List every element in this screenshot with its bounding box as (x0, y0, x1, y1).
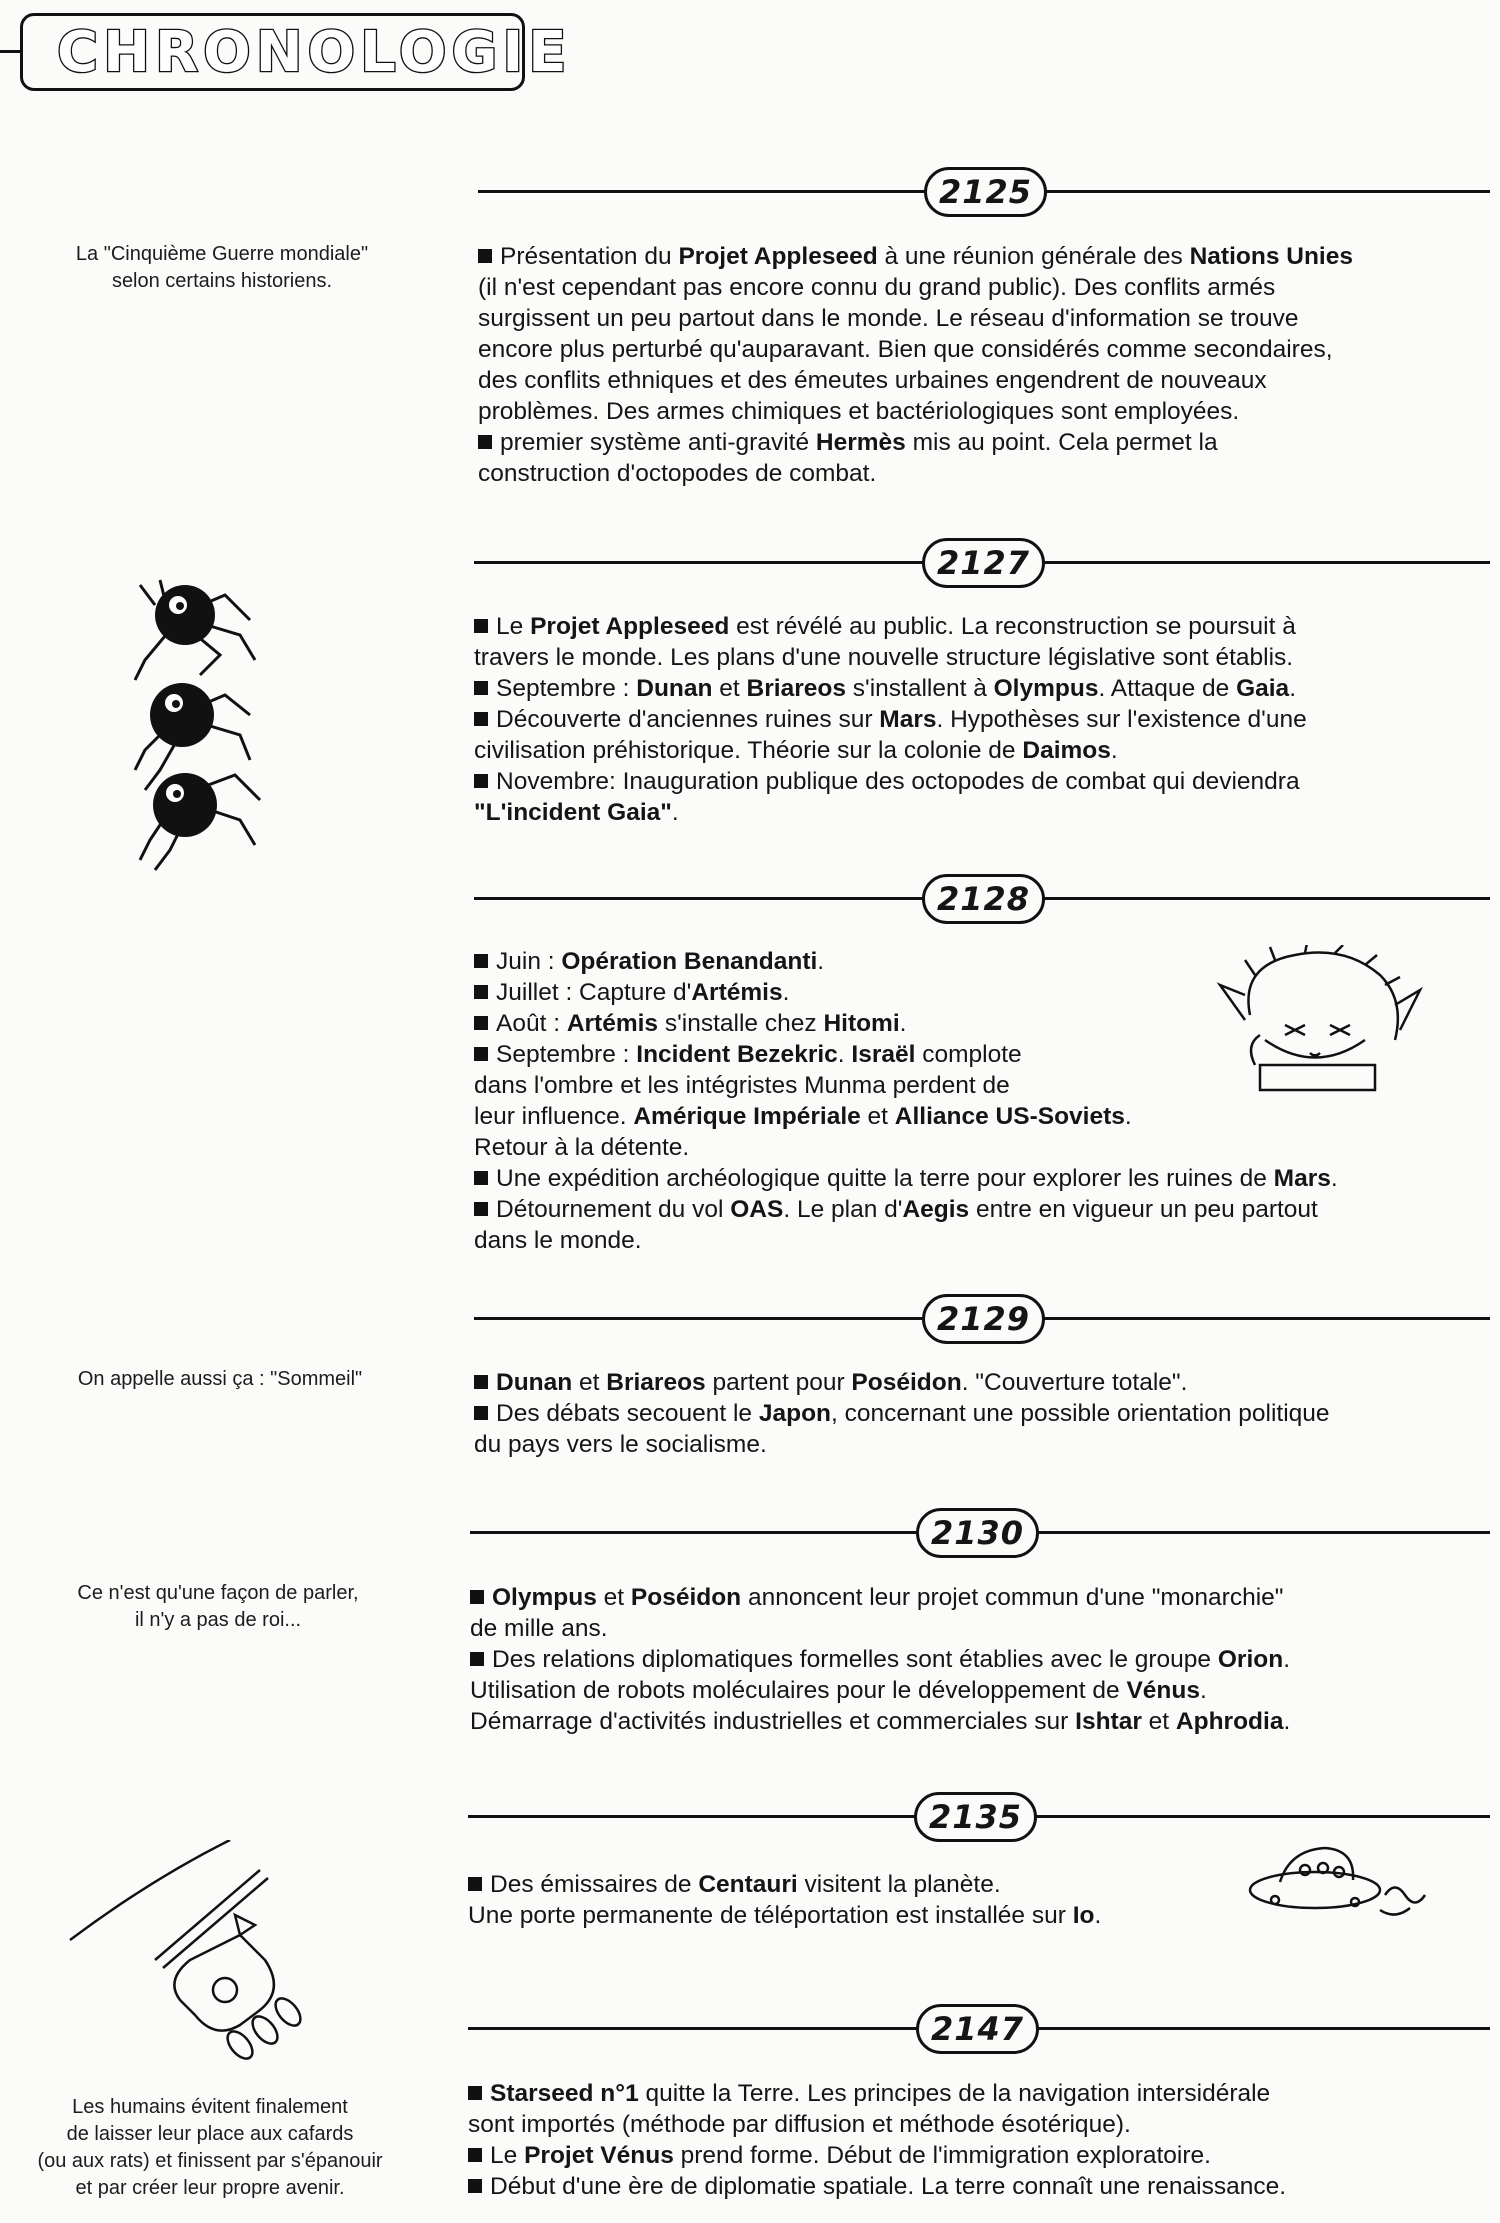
highlighted-term: "L'incident Gaia" (474, 799, 672, 826)
event-text-segment: problèmes. Des armes chimiques et bactériologiques sont employées. (478, 398, 1240, 425)
event-line (468, 2078, 1286, 2109)
bullet-square-icon (474, 985, 488, 999)
bullet-square-icon (468, 1877, 482, 1891)
highlighted-term: Hermès (815, 429, 906, 456)
event-text-segment: . (1330, 1165, 1338, 1192)
highlighted-term: Gaia (1236, 675, 1290, 702)
event-text-segment: s'installent à (845, 675, 994, 702)
highlighted-term: Opération Benandanti (561, 948, 818, 975)
event-text-segment: annoncent leur projet commun d'une "monarchie" (741, 1584, 1284, 1611)
year-badge: 2129 (922, 1294, 1045, 1344)
event-text-segment: . (837, 1041, 852, 1068)
event-text-segment: partent pour (705, 1369, 852, 1396)
event-text (468, 2078, 1286, 2202)
event-line (468, 1869, 1101, 1900)
event-text-segment: et (572, 1369, 607, 1396)
year-badge: 2127 (922, 538, 1045, 588)
bullet-square-icon (470, 1652, 484, 1666)
event-line (470, 1613, 1290, 1644)
event-line (474, 611, 1307, 642)
event-text-segment: Des débats secouent le (496, 1400, 759, 1427)
event-text-segment: Novembre: Inauguration publique des octopodes de combat qui deviendra (496, 768, 1300, 795)
highlighted-term: Poséidon (630, 1584, 742, 1611)
event-text-segment: Début d'une ère de diplomatie spatiale. La terre connaît une renaissance. (490, 2173, 1286, 2200)
event-line (474, 642, 1307, 673)
side-note: On appelle aussi ça : "Sommeil" (77, 1368, 363, 1390)
event-text-segment: premier système anti-gravité (500, 429, 816, 456)
event-line (474, 1367, 1330, 1398)
event-line (474, 1132, 1338, 1163)
event-line (470, 1582, 1290, 1613)
event-text-segment: Des émissaires de (490, 1871, 699, 1898)
event-text (468, 1869, 1101, 1931)
bullet-square-icon (474, 1171, 488, 1185)
event-text-segment: civilisation préhistorique. Théorie sur la colonie de (474, 737, 1023, 764)
title-rule (0, 50, 22, 53)
event-text-segment: Détournement du vol (496, 1196, 731, 1223)
event-text-segment: Juillet : Capture d' (496, 979, 692, 1006)
highlighted-term: Projet Vénus (524, 2142, 674, 2169)
highlighted-term: Artémis (566, 1010, 659, 1037)
event-line (478, 334, 1353, 365)
ufo-illustration (1245, 1840, 1435, 1940)
event-text-segment: visitent la planète. (797, 1871, 1001, 1898)
highlighted-term: Projet Appleseed (530, 613, 730, 640)
highlighted-term: Mars (879, 706, 937, 733)
event-line (474, 1398, 1330, 1429)
event-text-segment: et (1141, 1708, 1176, 1735)
bullet-square-icon (474, 1202, 488, 1216)
event-text-segment: Août : (496, 1010, 567, 1037)
event-line (474, 977, 1338, 1008)
highlighted-term: Japon (758, 1400, 832, 1427)
event-line (474, 1194, 1338, 1225)
highlighted-term: Briareos (746, 675, 846, 702)
bullet-square-icon (474, 1016, 488, 1030)
event-line (474, 1070, 1338, 1101)
highlighted-term: OAS (730, 1196, 784, 1223)
event-line (478, 241, 1353, 272)
highlighted-term: Aegis (902, 1196, 970, 1223)
event-line (474, 735, 1307, 766)
bullet-square-icon (474, 954, 488, 968)
event-text-segment: . (1283, 1708, 1291, 1735)
event-line (468, 2109, 1286, 2140)
event-text-segment: Retour à la détente. (474, 1134, 690, 1161)
year-badge: 2135 (914, 1792, 1037, 1842)
event-text-segment: complote (915, 1041, 1022, 1068)
highlighted-term: Centauri (698, 1871, 798, 1898)
event-text-segment: . (671, 799, 679, 826)
highlighted-term: Israël (851, 1041, 916, 1068)
year-badge: 2147 (916, 2004, 1039, 2054)
side-note: Les humains évitent finalement de laisser leur place aux cafards (ou aux rats) et finissent par s'épanouir et par créer leur propre avenir. (37, 2096, 383, 2199)
bullet-square-icon (468, 2086, 482, 2100)
bullet-square-icon (474, 1406, 488, 1420)
event-text-segment: Découverte d'anciennes ruines sur (496, 706, 880, 733)
event-text (474, 611, 1307, 828)
year-badge: 2128 (922, 874, 1045, 924)
highlighted-term: Briareos (606, 1369, 706, 1396)
side-note: Ce n'est qu'une façon de parler, il n'y a pas de roi... (77, 1582, 359, 1631)
event-text-segment: prend forme. Début de l'immigration exploratoire. (673, 2142, 1211, 2169)
event-line (478, 365, 1353, 396)
bullet-square-icon (478, 249, 492, 263)
event-line (474, 1225, 1338, 1256)
event-text-segment: Le (496, 613, 531, 640)
bullet-square-icon (468, 2179, 482, 2193)
bullet-square-icon (474, 1047, 488, 1061)
spider-robots-illustration (130, 575, 310, 875)
highlighted-term: Aphrodia (1175, 1708, 1284, 1735)
event-text-segment: leur influence. (474, 1103, 634, 1130)
event-text-segment: Des relations diplomatiques formelles sont établies avec le groupe (492, 1646, 1218, 1673)
side-note: La "Cinquième Guerre mondiale" selon certains historiens. (75, 243, 369, 292)
event-text-segment: à une réunion générale des (877, 243, 1190, 270)
event-text (478, 241, 1353, 489)
event-line (478, 427, 1353, 458)
event-line (474, 1039, 1338, 1070)
event-text-segment: . (1110, 737, 1118, 764)
event-text-segment: travers le monde. Les plans d'une nouvelle structure législative sont établis. (474, 644, 1294, 671)
bullet-square-icon (474, 619, 488, 633)
event-text-segment: Utilisation de robots moléculaires pour le développement de (470, 1677, 1127, 1704)
event-text-segment: dans le monde. (474, 1227, 642, 1254)
event-line (474, 797, 1307, 828)
highlighted-term: Incident Bezekric (636, 1041, 838, 1068)
event-text-segment: Une porte permanente de téléportation est installée sur (468, 1902, 1073, 1929)
page-title: CHRONOLOGIE (57, 19, 572, 85)
event-text-segment: Juin : (496, 948, 562, 975)
highlighted-term: Starseed n°1 (490, 2080, 639, 2107)
highlighted-term: Poséidon (851, 1369, 962, 1396)
event-text-segment: de mille ans. (470, 1615, 608, 1642)
event-line (474, 946, 1338, 977)
event-text-segment: entre en vigueur un peu partout (969, 1196, 1318, 1223)
event-line (474, 1163, 1338, 1194)
highlighted-term: Projet Appleseed (678, 243, 878, 270)
event-text-segment: dans l'ombre et les intégristes Munma perdent de (474, 1072, 1010, 1099)
event-line (474, 1008, 1338, 1039)
event-text-segment: . (1199, 1677, 1207, 1704)
event-line (474, 704, 1307, 735)
highlighted-term: Amérique Impériale (633, 1103, 861, 1130)
bullet-square-icon (474, 774, 488, 788)
event-text-segment: . (1289, 675, 1296, 702)
bullet-square-icon (478, 435, 492, 449)
event-line (478, 303, 1353, 334)
event-line (468, 2140, 1286, 2171)
title-frame (20, 13, 572, 91)
event-text-segment: . Hypothèses sur l'existence d'une (936, 706, 1307, 733)
event-text-segment: des conflits ethniques et des émeutes urbaines engendrent de nouveaux (478, 367, 1267, 394)
event-text-segment: et (860, 1103, 895, 1130)
event-line (474, 673, 1307, 704)
event-text-segment: Septembre : (496, 1041, 637, 1068)
event-line (474, 1101, 1338, 1132)
event-line (470, 1675, 1290, 1706)
event-text-segment: Démarrage d'activités industrielles et commerciales sur (470, 1708, 1076, 1735)
event-text-segment: (il n'est cependant pas encore connu du grand public). Des conflits armés (478, 274, 1276, 301)
highlighted-term: Daimos (1022, 737, 1111, 764)
highlighted-term: Dunan (496, 1369, 573, 1396)
highlighted-term: Io (1072, 1902, 1095, 1929)
event-text-segment: construction d'octopodes de combat. (478, 460, 877, 487)
event-text-segment: surgissent un peu partout dans le monde. Le réseau d'information se trouve (478, 305, 1299, 332)
event-text-segment: mis au point. Cela permet la (905, 429, 1218, 456)
event-line (468, 1900, 1101, 1931)
event-text-segment: . (817, 948, 825, 975)
event-text-segment: Le (490, 2142, 525, 2169)
event-line (470, 1706, 1290, 1737)
event-text-segment: est révélé au public. La reconstruction se poursuit à (729, 613, 1296, 640)
highlighted-term: Alliance US-Soviets (894, 1103, 1125, 1130)
event-text-segment: encore plus perturbé qu'auparavant. Bien que considérés comme secondaires, (478, 336, 1333, 363)
highlighted-term: Mars (1273, 1165, 1331, 1192)
event-text (474, 1367, 1330, 1460)
event-text (474, 946, 1338, 1256)
highlighted-term: Orion (1217, 1646, 1284, 1673)
event-text-segment: Septembre : (496, 675, 637, 702)
event-line (468, 2171, 1286, 2202)
highlighted-term: Artémis (691, 979, 783, 1006)
highlighted-term: Nations Unies (1189, 243, 1353, 270)
event-text-segment: . "Couverture totale". (961, 1369, 1188, 1396)
year-badge: 2125 (924, 167, 1047, 217)
event-text (470, 1582, 1290, 1737)
event-line (478, 458, 1353, 489)
highlighted-term: Dunan (636, 675, 713, 702)
highlighted-term: Vénus (1126, 1677, 1200, 1704)
highlighted-term: Olympus (492, 1584, 597, 1611)
bullet-square-icon (474, 681, 488, 695)
event-text-segment: Une expédition archéologique quitte la terre pour explorer les ruines de (496, 1165, 1274, 1192)
event-text-segment: du pays vers le socialisme. (474, 1431, 767, 1458)
event-text-segment: . Attaque de (1098, 675, 1237, 702)
event-text-segment: et (596, 1584, 631, 1611)
highlighted-term: Olympus (993, 675, 1099, 702)
highlighted-term: Hitomi (823, 1010, 900, 1037)
event-text-segment: . (1124, 1103, 1132, 1130)
event-line (470, 1644, 1290, 1675)
event-text-segment: . Le plan d' (783, 1196, 903, 1223)
event-text-segment: , concernant une possible orientation politique (831, 1400, 1330, 1427)
bullet-square-icon (468, 2148, 482, 2162)
event-line (474, 1429, 1330, 1460)
bullet-square-icon (474, 712, 488, 726)
highlighted-term: Ishtar (1075, 1708, 1142, 1735)
event-text-segment: . (1283, 1646, 1291, 1673)
bullet-square-icon (474, 1375, 488, 1389)
event-text-segment: quitte la Terre. Les principes de la navigation intersidérale (638, 2080, 1271, 2107)
bullet-square-icon (470, 1590, 484, 1604)
event-text-segment: . (782, 979, 790, 1006)
year-badge: 2130 (916, 1508, 1039, 1558)
event-text-segment: s'installe chez (658, 1010, 824, 1037)
event-line (478, 396, 1353, 427)
event-text-segment: . (1094, 1902, 1102, 1929)
event-line (478, 272, 1353, 303)
event-text-segment: et (712, 675, 747, 702)
event-text-segment: . (899, 1010, 907, 1037)
event-text-segment: sont importés (méthode par diffusion et méthode ésotérique). (468, 2111, 1131, 2138)
event-text-segment: Présentation du (500, 243, 679, 270)
event-line (474, 766, 1307, 797)
